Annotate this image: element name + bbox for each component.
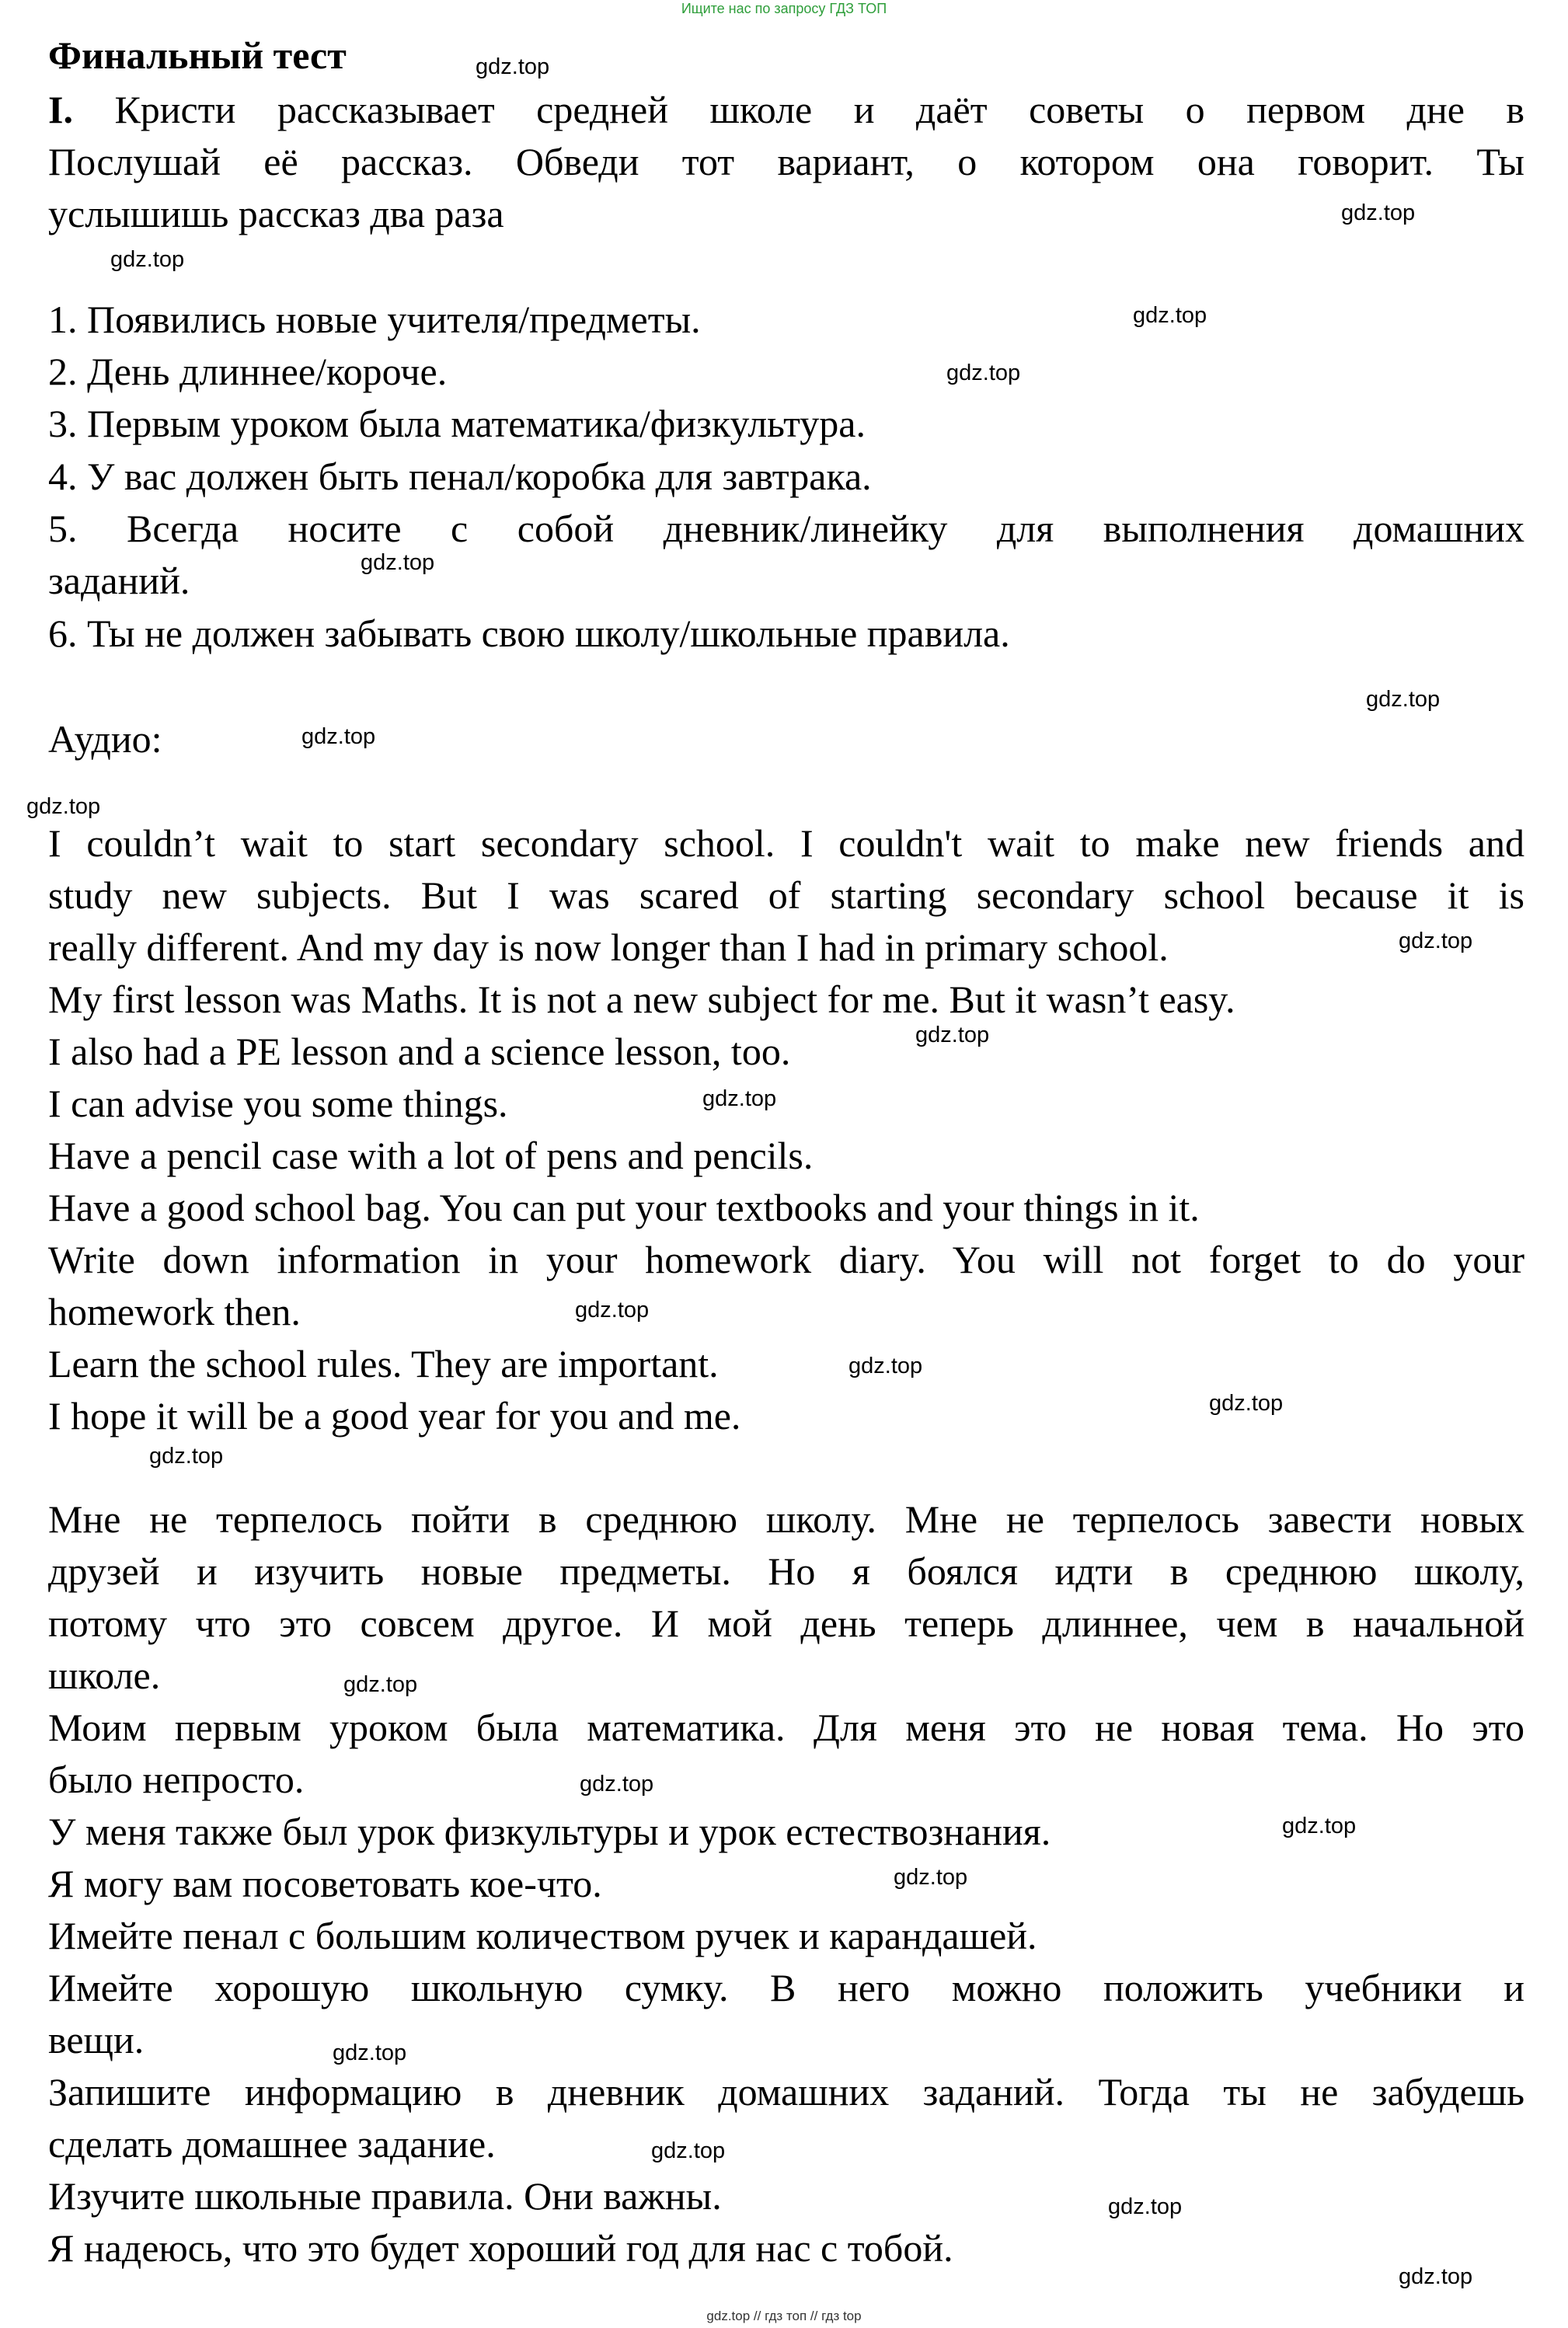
audio-en-line: Have a pencil case with a lot of pens and pencils. xyxy=(48,1134,814,1177)
audio-en-line: I hope it will be a good year for you and me. xyxy=(48,1394,741,1438)
watermark: gdz.top xyxy=(1133,303,1207,328)
audio-en-line: really different. And my day is now longer than I had in primary school. xyxy=(48,925,1169,969)
audio-en-line: Write down information in your homework diary. You will not forget to do your xyxy=(48,1238,1524,1281)
audio-en-line: Have a good school bag. You can put your textbooks and your things in it. xyxy=(48,1186,1200,1229)
watermark: gdz.top xyxy=(702,1086,777,1111)
task-line-2: Послушай её рассказ. Обведи тот вариант, о котором она говорит. Ты xyxy=(48,140,1524,183)
watermark: gdz.top xyxy=(476,54,550,79)
watermark: gdz.top xyxy=(651,2138,726,2163)
watermark: gdz.top xyxy=(915,1023,990,1047)
audio-ru-line: Запишите информацию в дневник домашних заданий. Тогда ты не забудешь xyxy=(48,2070,1524,2114)
audio-ru-line: школе. xyxy=(48,1654,161,1697)
watermark: gdz.top xyxy=(1108,2194,1183,2219)
watermark: gdz.top xyxy=(1209,1391,1284,1416)
audio-en-line: homework then. xyxy=(48,1290,301,1333)
watermark: gdz.top xyxy=(575,1298,650,1323)
watermark: gdz.top xyxy=(894,1865,968,1890)
audio-en-line: I can advise you some things. xyxy=(48,1082,508,1125)
watermark: gdz.top xyxy=(1399,2264,1473,2289)
watermark: gdz.top xyxy=(580,1772,654,1797)
question-6: 6. Ты не должен забывать свою школу/школьные правила. xyxy=(48,612,1010,655)
audio-en-line: My first lesson was Maths. It is not a new subject for me. But it wasn’t easy. xyxy=(48,978,1235,1021)
audio-label: Аудио: xyxy=(48,717,162,761)
page-title: Финальный тест xyxy=(48,33,347,77)
question-3: 3. Первым уроком была математика/физкультура. xyxy=(48,402,866,445)
audio-ru-line: потому что это совсем другое. И мой день теперь длиннее, чем в начальной xyxy=(48,1601,1524,1645)
question-5: 5. Всегда носите с собой дневник/линейку для выполнения домашних xyxy=(48,507,1524,550)
watermark: gdz.top xyxy=(333,2040,407,2065)
watermark: gdz.top xyxy=(946,361,1021,385)
audio-en-line: study new subjects. But I was scared of starting secondary school because it is xyxy=(48,873,1524,917)
audio-ru-line: было непросто. xyxy=(48,1758,305,1801)
audio-ru-line: Имейте хорошую школьную сумку. В него можно положить учебники и xyxy=(48,1966,1524,2009)
watermark: gdz.top xyxy=(343,1672,418,1697)
audio-ru-line: вещи. xyxy=(48,2018,145,2061)
audio-ru-line: Я надеюсь, что это будет хороший год для нас с тобой. xyxy=(48,2226,953,2270)
question-1: 1. Появились новые учителя/предметы. xyxy=(48,298,701,341)
task-text: Кристи рассказывает средней школе и даёт советы о первом дне в xyxy=(114,88,1525,131)
watermark: gdz.top xyxy=(848,1354,923,1378)
task-line-3: услышишь рассказ два раза xyxy=(48,192,504,235)
audio-ru-line: Мне не терпелось пойти в среднюю школу. Мне не терпелось завести новых xyxy=(48,1497,1524,1541)
audio-ru-line: У меня также был урок физкультуры и урок естествознания. xyxy=(48,1810,1051,1853)
watermark: gdz.top xyxy=(149,1444,224,1469)
watermark: gdz.top xyxy=(1399,929,1473,953)
task-line-1 xyxy=(48,84,1524,135)
audio-ru-line: сделать домашнее задание. xyxy=(48,2122,496,2166)
top-banner: Ищите нас по запросу ГДЗ ТОП xyxy=(681,1,887,16)
watermark: gdz.top xyxy=(1282,1814,1357,1838)
watermark: gdz.top xyxy=(110,247,185,272)
audio-ru-line: Имейте пенал с большим количеством ручек и карандашей. xyxy=(48,1914,1037,1957)
audio-ru-line: друзей и изучить новые предметы. Но я боялся идти в среднюю школу, xyxy=(48,1549,1524,1593)
watermark: gdz.top xyxy=(301,724,376,749)
task-number: I. xyxy=(48,88,73,131)
watermark: gdz.top xyxy=(1341,200,1416,225)
audio-en-line: I also had a PE lesson and a science lesson, too. xyxy=(48,1030,791,1073)
question-2: 2. День длиннее/короче. xyxy=(48,350,448,393)
watermark: gdz.top xyxy=(26,794,101,819)
audio-ru-line: Я могу вам посоветовать кое-что. xyxy=(48,1862,602,1905)
watermark: gdz.top xyxy=(361,550,435,575)
audio-en-line: Learn the school rules. They are important. xyxy=(48,1342,719,1385)
audio-en-line: I couldn’t wait to start secondary school. I couldn't wait to make new friends and xyxy=(48,821,1524,865)
watermark: gdz.top xyxy=(1366,687,1441,712)
audio-ru-line: Моим первым уроком была математика. Для меня это не новая тема. Но это xyxy=(48,1706,1524,1749)
question-5-cont: заданий. xyxy=(48,559,190,602)
audio-ru-line: Изучите школьные правила. Они важны. xyxy=(48,2174,722,2218)
bottom-banner: gdz.top // гдз топ // гдз top xyxy=(706,2309,862,2323)
question-4: 4. У вас должен быть пенал/коробка для завтрака. xyxy=(48,455,872,498)
